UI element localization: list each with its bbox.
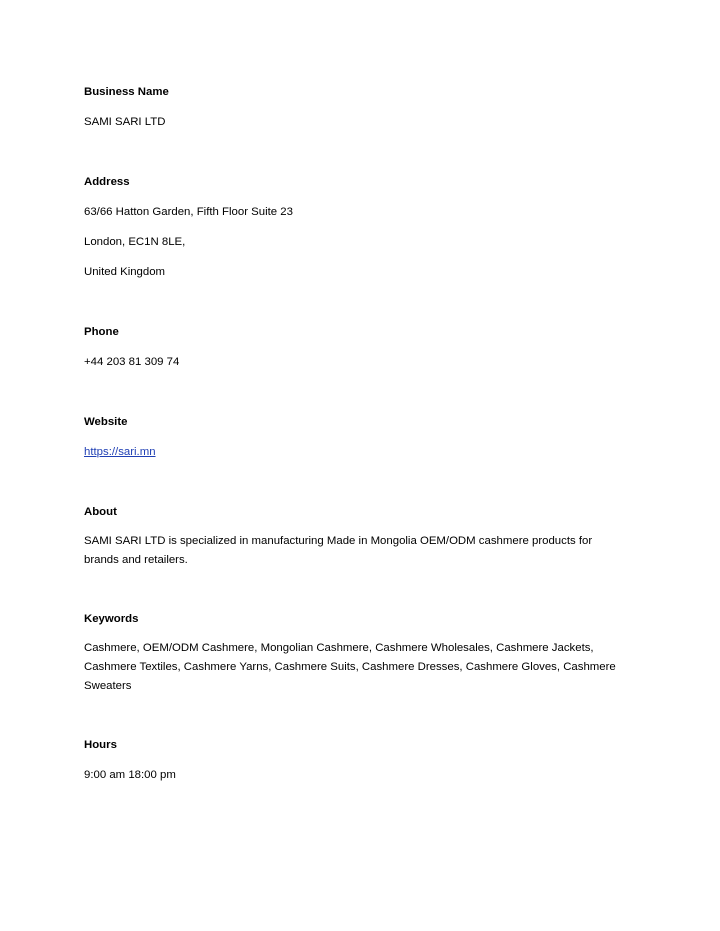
about-heading: About <box>84 506 117 518</box>
keywords-heading: Keywords <box>84 613 139 625</box>
website-link[interactable]: https://sari.mn <box>84 446 156 458</box>
address-line-2: London, EC1N 8LE, <box>84 236 186 248</box>
website-heading: Website <box>84 416 128 428</box>
website-line <box>84 443 629 462</box>
address-line-1: 63/66 Hatton Garden, Fifth Floor Suite 23 <box>84 206 293 218</box>
address-heading: Address <box>84 176 130 188</box>
about-text: SAMI SARI LTD is specialized in manufacturing Made in Mongolia OEM/ODM cashmere products for brands and retailers. <box>84 535 593 566</box>
keywords-text: Cashmere, OEM/ODM Cashmere, Mongolian Cashmere, Cashmere Wholesales, Cashmere Jackets, Cashmere Textiles, Cashmere Yarns, Cashmere Suits, Cashmere Dresses, Cashmere Gloves, Cashmere Sweaters <box>84 642 616 692</box>
phone-heading: Phone <box>84 326 119 338</box>
phone-value: +44 203 81 309 74 <box>84 356 180 368</box>
hours-heading: Hours <box>84 739 117 751</box>
address-line-3: United Kingdom <box>84 266 166 278</box>
business-name-value: SAMI SARI LTD <box>84 116 166 128</box>
hours-value: 9:00 am 18:00 pm <box>84 769 176 781</box>
business-name-heading: Business Name <box>84 86 169 98</box>
